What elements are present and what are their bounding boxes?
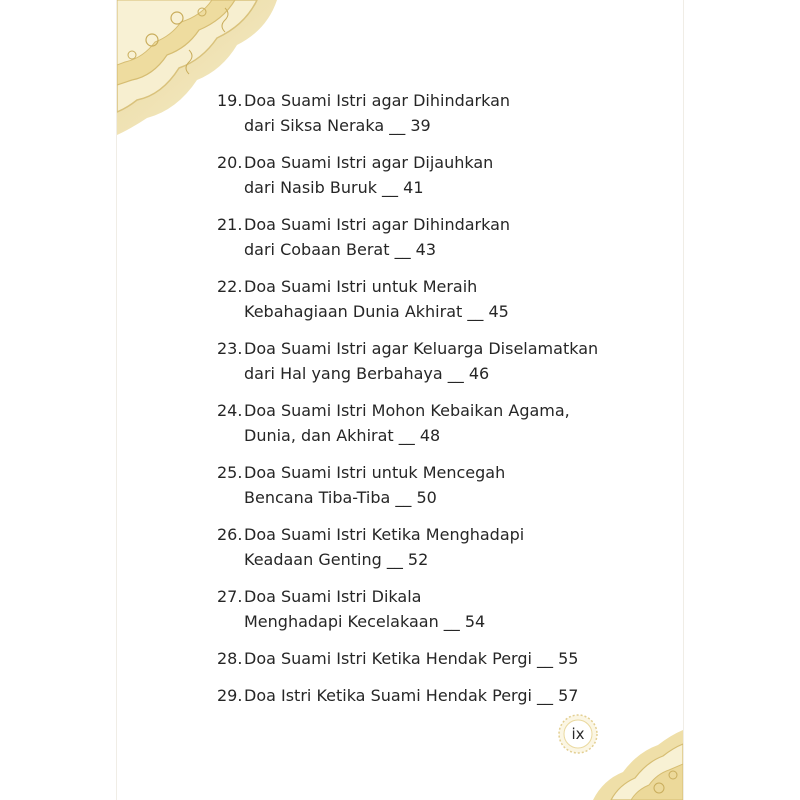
toc-entry-line: dari Nasib Buruk __ 41 <box>244 178 424 197</box>
toc-entry-number: 27. <box>217 587 243 606</box>
table-of-contents <box>217 88 657 720</box>
toc-entry <box>217 683 657 708</box>
toc-entry-line: dari Cobaan Berat __ 43 <box>244 240 437 259</box>
toc-entry-title <box>244 150 657 200</box>
toc-entry-title <box>244 274 657 324</box>
toc-entry-number: 20. <box>217 153 243 172</box>
toc-entry-line: Doa Suami Istri agar Dihindarkan <box>244 91 511 110</box>
toc-entry-line: Doa Istri Ketika Suami Hendak Pergi __ 57 <box>244 686 579 705</box>
toc-entry-title <box>244 336 657 386</box>
toc-entry <box>217 212 657 262</box>
toc-entry-line: Keadaan Genting __ 52 <box>244 550 429 569</box>
toc-entry <box>217 646 657 671</box>
toc-entry-title <box>244 683 657 708</box>
toc-entry-number: 28. <box>217 649 243 668</box>
toc-entry-line: Dunia, dan Akhirat __ 48 <box>244 426 441 445</box>
toc-entry-title <box>244 584 657 634</box>
toc-entry-title <box>244 212 657 262</box>
toc-entry-number: 21. <box>217 215 243 234</box>
toc-entry-line: Doa Suami Istri untuk Mencegah <box>244 463 506 482</box>
book-page <box>117 0 683 800</box>
toc-entry-number: 23. <box>217 339 243 358</box>
toc-entry-number: 25. <box>217 463 243 482</box>
toc-entry-line: Bencana Tiba-Tiba __ 50 <box>244 488 437 507</box>
toc-entry-number: 24. <box>217 401 243 420</box>
toc-entry-number: 26. <box>217 525 243 544</box>
toc-entry-line: dari Siksa Neraka __ 39 <box>244 116 431 135</box>
toc-entry-title <box>244 646 657 671</box>
toc-entry <box>217 150 657 200</box>
toc-entry-title <box>244 88 657 138</box>
toc-entry <box>217 584 657 634</box>
toc-entry <box>217 398 657 448</box>
toc-entry-line: Menghadapi Kecelakaan __ 54 <box>244 612 486 631</box>
toc-entry-number: 22. <box>217 277 243 296</box>
corner-ornament-bottom-right <box>593 730 683 800</box>
toc-entry-line: Doa Suami Istri agar Keluarga Diselamatkan <box>244 339 599 358</box>
toc-entry-line: Kebahagiaan Dunia Akhirat __ 45 <box>244 302 509 321</box>
toc-entry <box>217 336 657 386</box>
toc-entry <box>217 460 657 510</box>
toc-entry-title <box>244 460 657 510</box>
toc-entry <box>217 88 657 138</box>
toc-entry-line: Doa Suami Istri untuk Meraih <box>244 277 478 296</box>
toc-entry <box>217 522 657 572</box>
toc-entry-number: 29. <box>217 686 243 705</box>
toc-entry-line: dari Hal yang Berbahaya __ 46 <box>244 364 490 383</box>
toc-entry-line: Doa Suami Istri Dikala <box>244 587 422 606</box>
toc-entry-line: Doa Suami Istri agar Dihindarkan <box>244 215 511 234</box>
toc-entry-title <box>244 522 657 572</box>
toc-entry-line: Doa Suami Istri Ketika Hendak Pergi __ 55 <box>244 649 579 668</box>
toc-entry-line: Doa Suami Istri Ketika Menghadapi <box>244 525 525 544</box>
toc-entry-line: Doa Suami Istri Mohon Kebaikan Agama, <box>244 401 570 420</box>
toc-entry <box>217 274 657 324</box>
toc-entry-number: 19. <box>217 91 243 110</box>
toc-entry-line: Doa Suami Istri agar Dijauhkan <box>244 153 494 172</box>
toc-entry-title <box>244 398 657 448</box>
page-number: ix <box>571 725 585 743</box>
